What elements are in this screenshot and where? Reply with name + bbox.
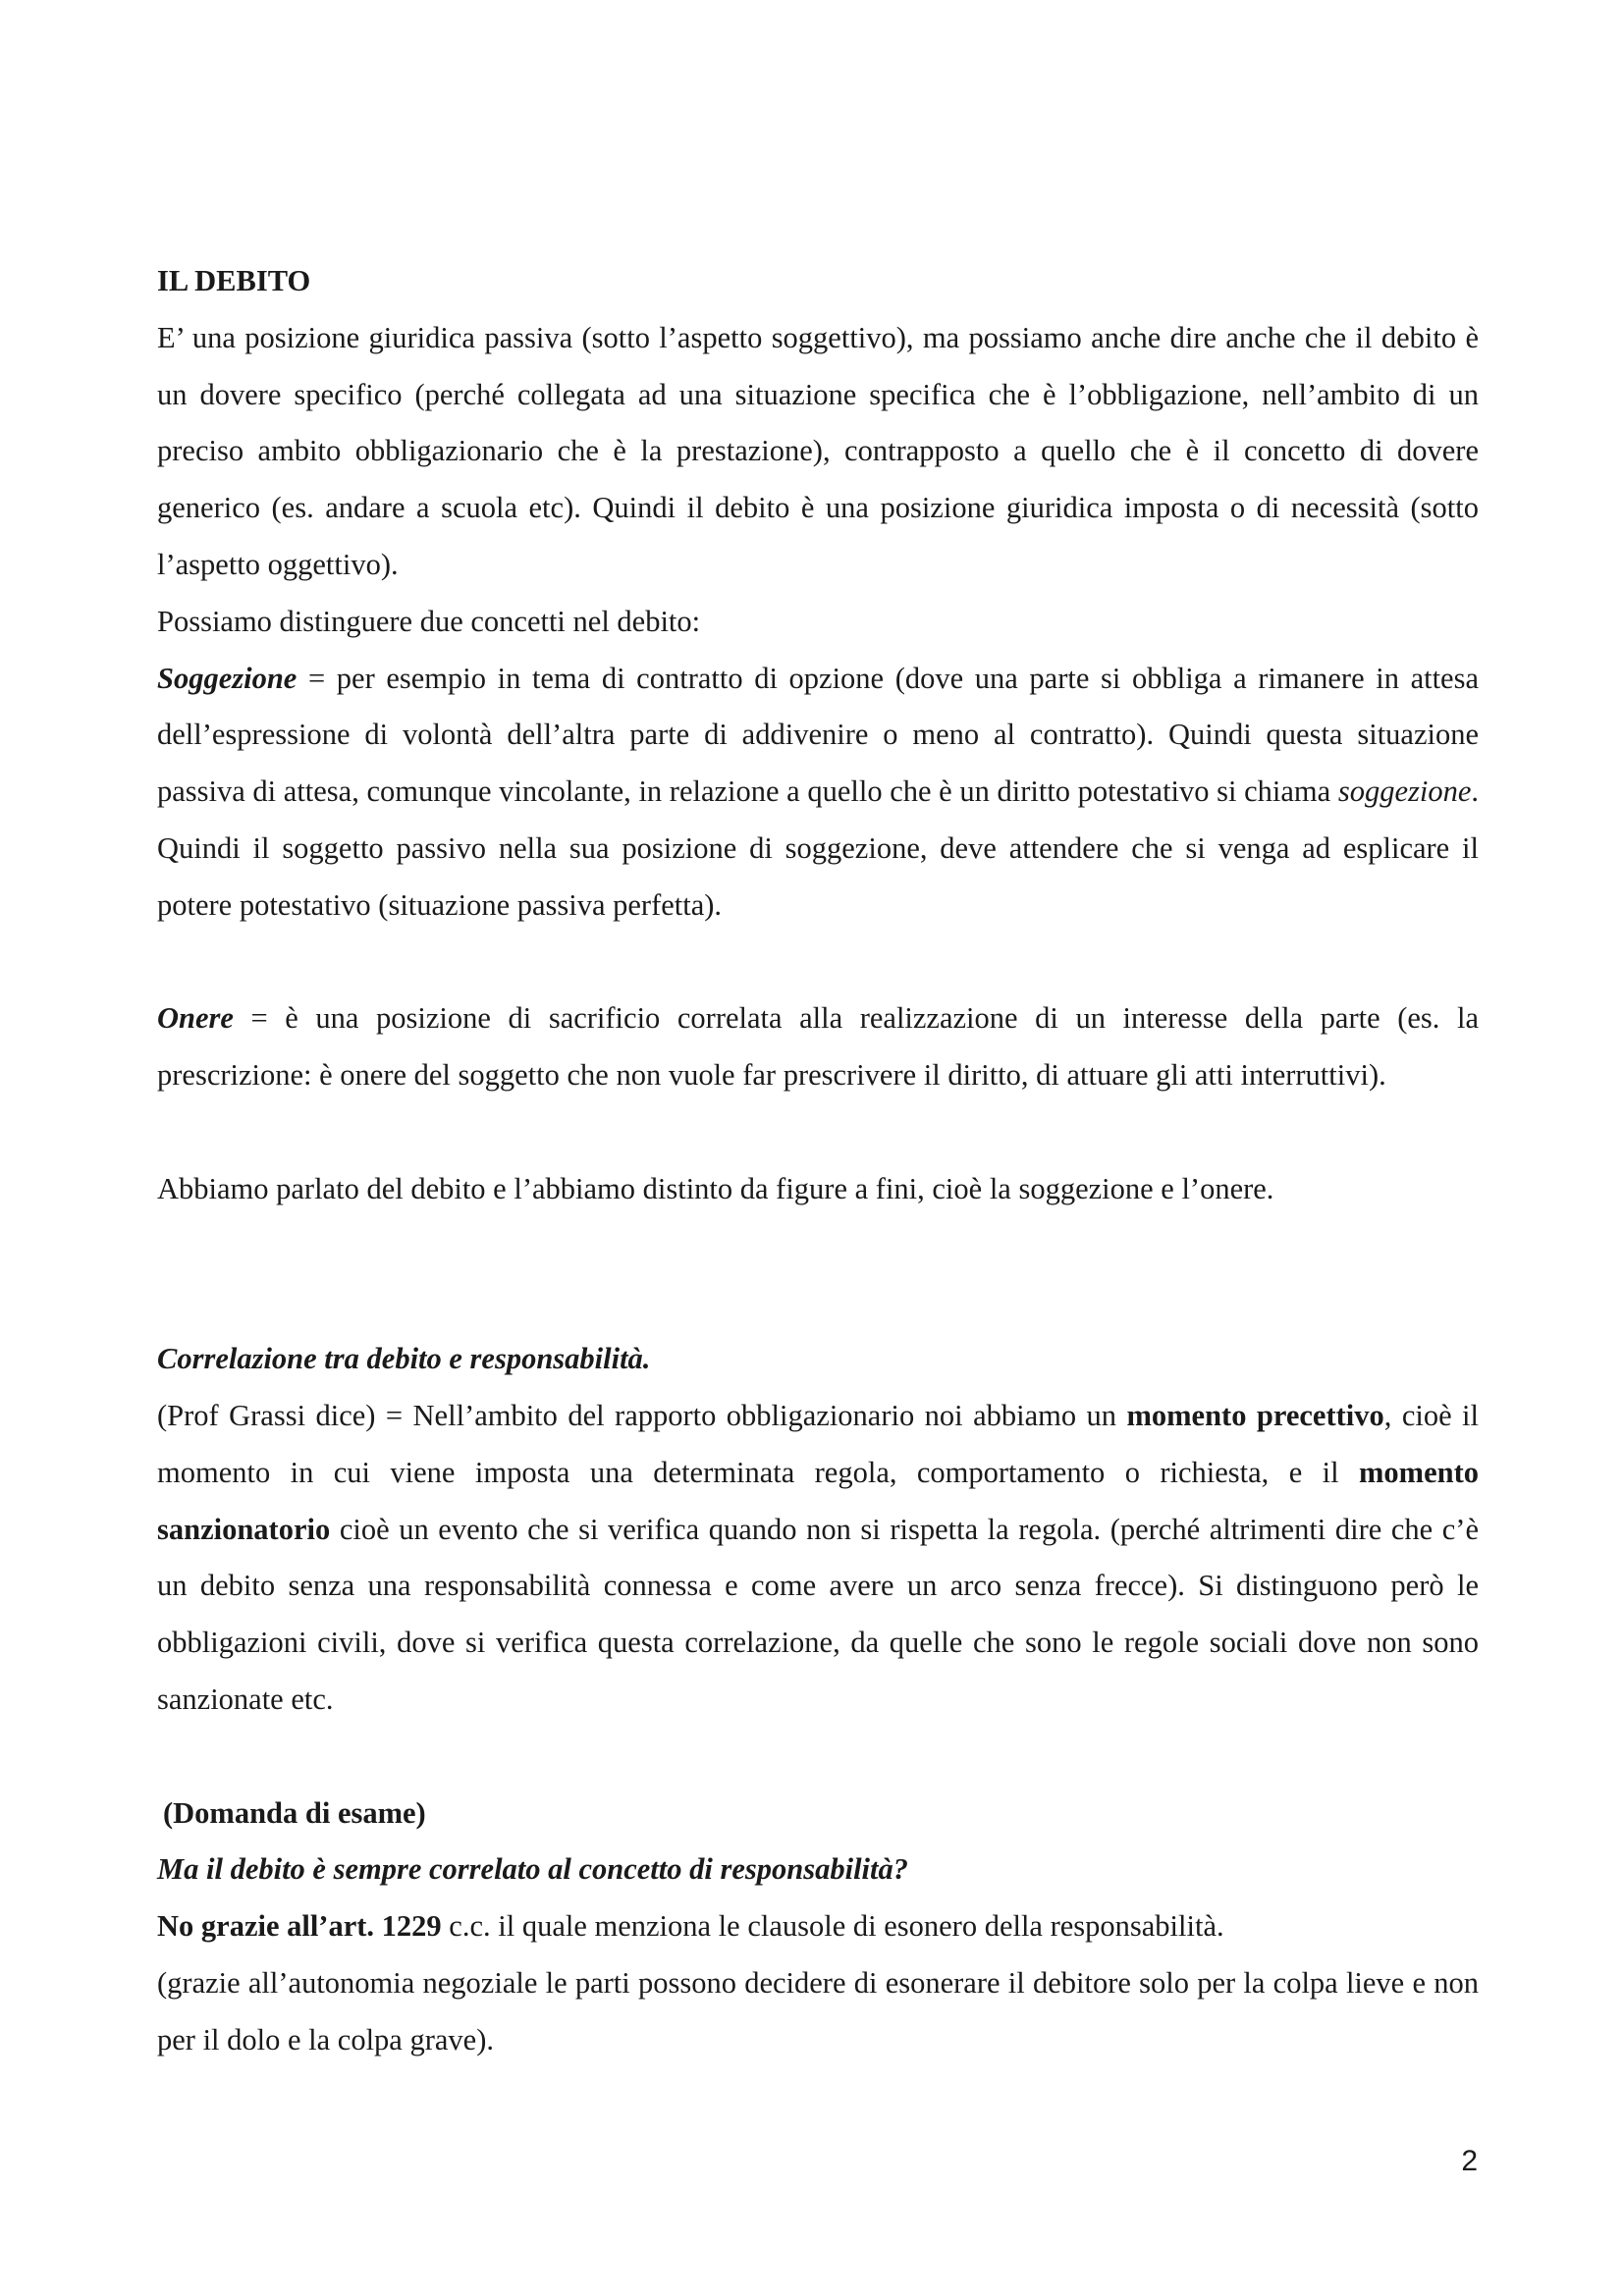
correlazione-paragraph: [157, 1388, 1479, 1729]
exam-answer: [157, 1898, 1479, 1955]
correlazione-heading: Correlazione tra debito e responsabilità.: [157, 1342, 651, 1376]
page-number: 2: [1461, 2145, 1478, 2177]
exam-answer-bold: No grazie all’art. 1229: [157, 1909, 442, 1944]
exam-label: (Domanda di esame): [163, 1795, 426, 1830]
exam-answer-text: c.c. il quale menziona le clausole di esonero della responsabilità.: [441, 1909, 1224, 1944]
exam-question: Ma il debito è sempre correlato al concetto di responsabilità?: [157, 1852, 908, 1887]
soggezione-text-b: . Quindi il soggetto passivo nella sua posizione di soggezione, deve attendere che si venga ad esplicare il potere potestativo (situazione passiva perfetta).: [157, 774, 1479, 922]
correlazione-text-c: cioè un evento che si verifica quando non si rispetta la regola. (perché altrimenti dire che c’è un debito senza una responsabilità connessa e come avere un arco senza frecce). Si distinguono però le obbligazioni civili, dove si verifica questa correlazione, da quelle che sono le regole sociali dove non sono sanzionate etc.: [157, 1512, 1479, 1716]
summary-paragraph: Abbiamo parlato del debito e l’abbiamo distinto da figure a fini, cioè la soggezione e l’onere.: [157, 1171, 1274, 1205]
onere-term: Onere: [157, 1001, 234, 1036]
section-title: IL DEBITO: [157, 264, 311, 297]
soggezione-term-inline: soggezione: [1337, 774, 1472, 809]
correlazione-text-b: , cioè il momento in cui viene imposta una determinata regola, comportamento o richiesta, e il: [157, 1398, 1479, 1489]
distinguish-line: Possiamo distinguere due concetti nel debito:: [157, 604, 701, 638]
onere-text: = è una posizione di sacrificio correlata alla realizzazione di un interesse della parte (es. la prescrizione: è onere del soggetto che non vuole far prescrivere il diritto, di attuare gli atti interruttivi).: [157, 1001, 1479, 1093]
correlazione-text-a: (Prof Grassi dice) = Nell’ambito del rapporto obbligazionario noi abbiamo un: [157, 1398, 1127, 1432]
exam-note: (grazie all’autonomia negoziale le parti possono decidere di esonerare il debitore solo per la colpa lieve e non per il dolo e la colpa grave).: [157, 1965, 1479, 2056]
momento-sanzionatorio: momento sanzionatorio: [157, 1455, 1479, 1546]
intro-paragraph: E’ una posizione giuridica passiva (sotto l’aspetto soggettivo), ma possiamo anche dire anche che il debito è un dovere specifico (perché collegata ad una situazione specifica che è l’obbligazione, nell’ambito di un preciso ambito obbligazionario che è la prestazione), contrapposto a quello che è il concetto di dovere generico (es. andare a scuola etc). Quindi il debito è una posizione giuridica imposta o di necessità (sotto l’aspetto oggettivo).: [157, 320, 1479, 581]
soggezione-term: Soggezione: [157, 661, 298, 695]
soggezione-text-a: = per esempio in tema di contratto di opzione (dove una parte si obbliga a rimanere in attesa dell’espressione di volontà dell’altra parte di addivenire o meno al contratto). Quindi questa situazione passiva di attesa, comunque vincolante, in relazione a quello che è un diritto potestativo si chiama: [157, 661, 1479, 809]
momento-precettivo: momento precettivo: [1126, 1398, 1384, 1432]
document-body: [157, 253, 1479, 2069]
soggezione-paragraph: [157, 651, 1479, 934]
onere-paragraph: [157, 990, 1479, 1104]
